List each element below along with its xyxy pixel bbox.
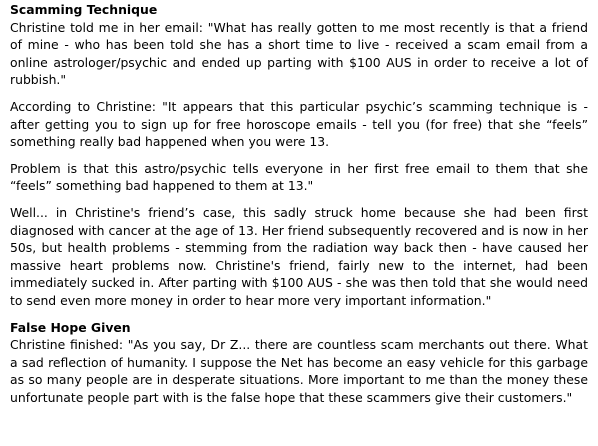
paragraph: Christine finished: "As you say, Dr Z... there are countless scam merchants out there. What a sad reflection of humanity. I suppose the Net has become an easy vehicle for this garbage as so many people are in desperate situations. More important to me than the money these unfortunate people part with is the false hope that these scammers give their customers." (10, 337, 588, 405)
paragraph: According to Christine: "It appears that this particular psychic’s scamming technique is - after getting you to sign up for free horoscope emails - tell you (for free) that she “feels” something really bad happened when you were 13. (10, 98, 588, 150)
section-heading: Scamming Technique (10, 2, 158, 17)
paragraph: Christine told me in her email: "What has really gotten to me most recently is that a friend of mine - who has been told she has a short time to live - received a scam email from a online astrologer/psychic and ended up parting with $100 AUS in order to receive a lot of rubbish." (10, 19, 588, 88)
paragraph: Problem is that this astro/psychic tells everyone in her first free email to them that she “feels” something bad happened to them at 13." (10, 160, 588, 194)
section-false-hope-given (10, 319, 588, 407)
section-heading: False Hope Given (10, 319, 131, 335)
paragraph: Well... in Christine's friend’s case, this sadly struck home because she had been first diagnosed with cancer at the age of 13. Her friend subsequently recovered and is now in her 50s, but health problems - stemming from the radiation way back then - have caused her massive heart problems now. Christine's friend, fairly new to the internet, had been immediately sucked in. After parting with $100 AUS - she was then told that she would need to send even more money in order to hear more very important information." (10, 204, 588, 308)
section-scamming-technique (10, 1, 588, 310)
